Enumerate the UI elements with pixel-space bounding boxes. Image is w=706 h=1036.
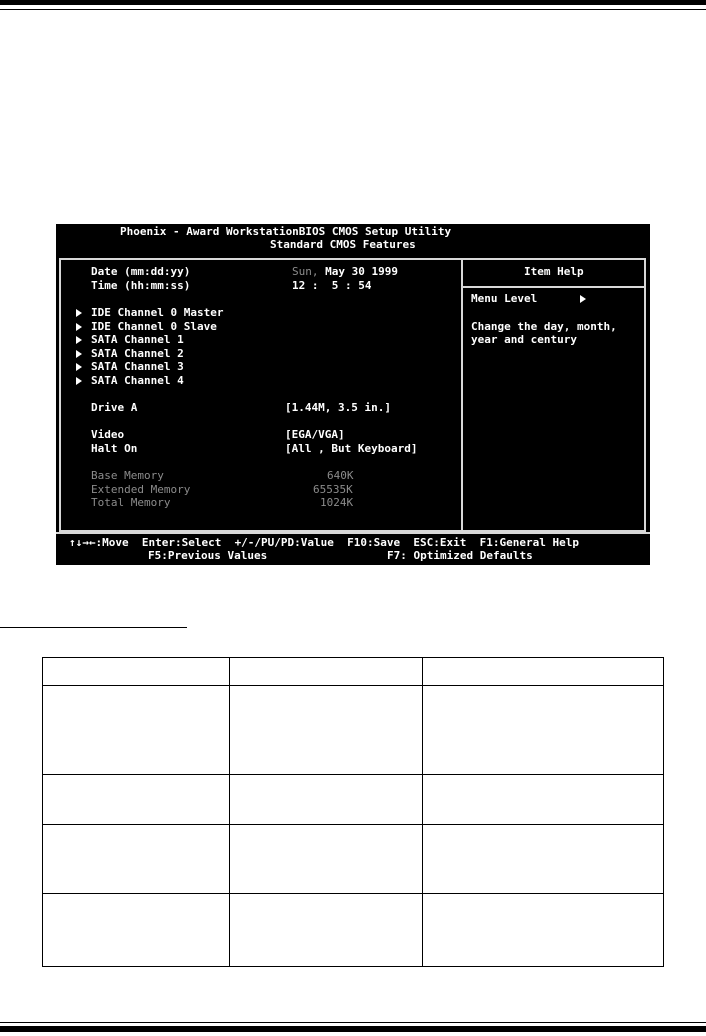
page-header-thin-rule bbox=[0, 9, 706, 10]
footer-divider bbox=[56, 532, 650, 534]
help-text-line-1: Change the day, month, bbox=[471, 320, 617, 333]
table-cell bbox=[423, 658, 664, 686]
page-footer-thin-rule bbox=[0, 1022, 706, 1023]
date-label: Date (mm:dd:yy) bbox=[91, 265, 191, 278]
table-cell bbox=[423, 894, 664, 967]
table-cell bbox=[230, 894, 423, 967]
settings-table bbox=[42, 657, 664, 967]
table-header-row bbox=[43, 658, 664, 686]
footer-optimized-defaults: F7: Optimized Defaults bbox=[387, 549, 533, 562]
table-cell bbox=[230, 658, 423, 686]
submenu-arrow-icon bbox=[76, 323, 82, 331]
base-memory-value: 640K bbox=[327, 469, 354, 482]
table-cell bbox=[230, 686, 423, 775]
submenu-arrow-icon bbox=[76, 309, 82, 317]
submenu-arrow-icon bbox=[76, 363, 82, 371]
halt-on-label: Halt On bbox=[91, 442, 138, 455]
drive-a-label: Drive A bbox=[91, 401, 138, 414]
footer-previous-values: F5:Previous Values bbox=[148, 549, 268, 562]
submenu-arrow-icon bbox=[76, 350, 82, 358]
section-heading-underline bbox=[0, 627, 187, 628]
submenu-arrow-icon bbox=[76, 336, 82, 344]
table-row bbox=[43, 825, 664, 894]
date-weekday: Sun, bbox=[292, 265, 319, 278]
table-cell bbox=[43, 658, 230, 686]
video-label: Video bbox=[91, 428, 125, 441]
page-header-rule bbox=[0, 0, 706, 5]
table-cell bbox=[43, 825, 230, 894]
base-memory-label: Base Memory bbox=[91, 469, 164, 482]
table-row bbox=[43, 775, 664, 825]
menu-level-label: Menu Level bbox=[471, 292, 538, 305]
table-row bbox=[43, 894, 664, 967]
submenu-ide-master[interactable]: IDE Channel 0 Master bbox=[91, 306, 224, 319]
time-label: Time (hh:mm:ss) bbox=[91, 279, 191, 292]
footer-keys-line-1: ↑↓→←:Move Enter:Select +/-/PU/PD:Value F10:Save ESC:Exit F1:General Help bbox=[69, 536, 579, 549]
help-text-line-2: year and century bbox=[471, 333, 577, 346]
drive-a-value[interactable]: [1.44M, 3.5 in.] bbox=[285, 401, 391, 414]
help-divider bbox=[461, 286, 644, 288]
table-cell bbox=[423, 825, 664, 894]
submenu-ide-slave[interactable]: IDE Channel 0 Slave bbox=[91, 320, 217, 333]
table-cell bbox=[423, 775, 664, 825]
table-row bbox=[43, 686, 664, 775]
submenu-sata-3[interactable]: SATA Channel 3 bbox=[91, 360, 184, 373]
table-cell bbox=[230, 825, 423, 894]
bios-title: Phoenix - Award WorkstationBIOS CMOS Setup Utility bbox=[120, 225, 452, 238]
time-value[interactable]: 12 : 5 : 54 bbox=[292, 279, 372, 292]
bios-screenshot bbox=[56, 224, 650, 565]
menu-level-arrow-icon bbox=[580, 295, 586, 303]
page-footer-rule bbox=[0, 1026, 706, 1032]
halt-on-value[interactable]: [All , But Keyboard] bbox=[285, 442, 418, 455]
submenu-sata-4[interactable]: SATA Channel 4 bbox=[91, 374, 184, 387]
submenu-sata-2[interactable]: SATA Channel 2 bbox=[91, 347, 184, 360]
submenu-sata-1[interactable]: SATA Channel 1 bbox=[91, 333, 184, 346]
table-cell bbox=[43, 775, 230, 825]
date-value[interactable]: Sun, May 30 1999 bbox=[292, 265, 398, 278]
total-memory-label: Total Memory bbox=[91, 496, 171, 509]
table-cell bbox=[423, 686, 664, 775]
table-cell bbox=[230, 775, 423, 825]
total-memory-value: 1024K bbox=[320, 496, 354, 509]
item-help-title: Item Help bbox=[524, 265, 584, 278]
extended-memory-label: Extended Memory bbox=[91, 483, 191, 496]
extended-memory-value: 65535K bbox=[313, 483, 353, 496]
submenu-arrow-icon bbox=[76, 377, 82, 385]
table-cell bbox=[43, 894, 230, 967]
video-value[interactable]: [EGA/VGA] bbox=[285, 428, 345, 441]
bios-subtitle: Standard CMOS Features bbox=[270, 238, 416, 251]
table-cell bbox=[43, 686, 230, 775]
